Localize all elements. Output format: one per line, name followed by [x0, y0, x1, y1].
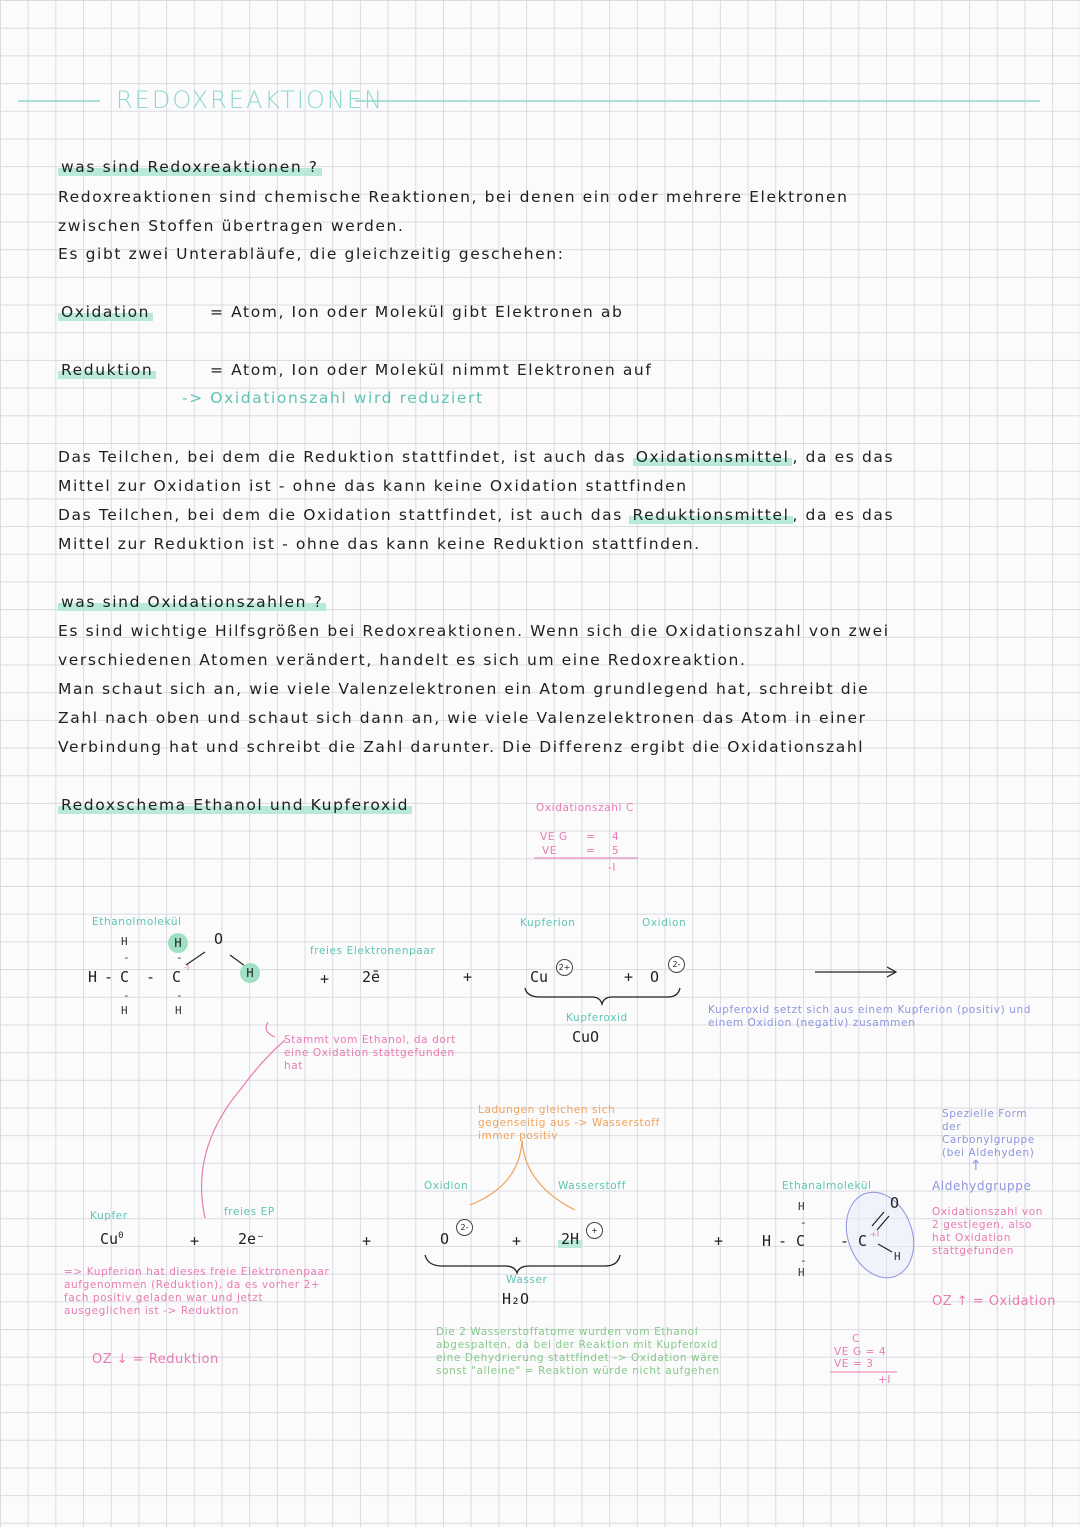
oxidion-label-bottom: Oxidion	[424, 1180, 469, 1192]
ethanal-c-ox: +I	[870, 1230, 880, 1239]
ve-bottom: VE = 3	[834, 1358, 874, 1370]
free-pair-label: freies Elektronenpaar	[310, 945, 436, 957]
wasserstoff-label: Wasserstoff	[558, 1180, 626, 1192]
reduktion-note: -> Oxidationszahl wird reduziert	[182, 389, 484, 407]
oxidion-o: O	[650, 968, 660, 986]
ladungen-note: Ladungen gleichen sich gegenseitig aus -> Wasserstoff immer positiv	[478, 1104, 660, 1142]
bond-h-2: -	[146, 968, 156, 986]
reduktionsmittel-term: Reduktionsmittel	[629, 506, 792, 524]
bond-h-1: -	[104, 968, 114, 986]
mittel-line-2: Mittel zur Oxidation ist - ohne das kann keine Oxidation stattfinden	[58, 477, 688, 495]
plus-4: +	[190, 1232, 200, 1250]
brace-cuo	[525, 988, 680, 1004]
ethanol-h-highlighted-2: H	[240, 963, 260, 983]
arrow-up-icon: ↑	[970, 1158, 982, 1174]
mittel-line-1	[58, 448, 894, 466]
oxzahlen-heading: was sind Oxidationszahlen ?	[58, 593, 326, 611]
kupferion-charge: 2+	[556, 959, 573, 976]
mittel-line-4: Mittel zur Reduktion ist - ohne das kann keine Reduktion stattfinden.	[58, 535, 701, 553]
intro-text-2: zwischen Stoffen übertragen werden.	[58, 217, 405, 235]
reduktion-term: Reduktion	[58, 361, 156, 379]
pink-hook	[266, 1022, 275, 1037]
kupferion-note: => Kupferion hat dieses freie Elektronenpaar aufgenommen (Reduktion), da es vorher 2+ fach positiv geladen war und jetzt ausgeglichen ist -> Reduktion	[64, 1266, 330, 1317]
ve-label: VE	[542, 845, 558, 857]
kupfer-label: Kupfer	[90, 1210, 128, 1222]
oz-oxidation: OZ ↑ = Oxidation	[932, 1294, 1056, 1309]
kupferion-cu: Cu	[530, 968, 549, 986]
brace-water	[425, 1255, 620, 1273]
ethanal-bond-v-1: -	[800, 1216, 807, 1229]
ethanal-h-bottom: H	[798, 1266, 805, 1279]
ethanol-h-bottom-1: H	[121, 1004, 128, 1017]
c-label-bottom: C	[852, 1333, 860, 1345]
ethanal-label: Ethanalmolekül	[782, 1180, 872, 1192]
oxzahlen-line-5: Verbindung hat und schreibt die Zahl darunter. Die Differenz ergibt die Oxidationszahl	[58, 738, 865, 756]
oxzahl-c-result-bottom: +I	[878, 1374, 892, 1386]
ethanol-h-top-1: H	[121, 935, 128, 948]
kupferion-label: Kupferion	[520, 917, 576, 929]
water-h-charge: +	[586, 1222, 603, 1239]
veg-label: VE G	[540, 831, 568, 843]
intro-heading: was sind Redoxreaktionen ?	[58, 158, 322, 176]
plus-7: +	[714, 1232, 724, 1250]
plus-3: +	[624, 968, 634, 986]
schema-heading: Redoxschema Ethanol und Kupferoxid	[58, 796, 412, 814]
bond-v-1: -	[123, 951, 130, 964]
oxzahl-note: Oxidationszahl von 2 gestiegen, also hat Oxidation stattgefunden	[932, 1206, 1044, 1257]
kupferoxid-formula: CuO	[572, 1028, 600, 1046]
bond-v-3: -	[123, 989, 130, 1002]
veg-bottom: VE G = 4	[834, 1346, 887, 1358]
oxidion-charge: 2-	[668, 956, 685, 973]
veg-value: 4	[612, 831, 620, 843]
ethanal-oxygen: O	[890, 1194, 900, 1212]
orange-arrow-left	[470, 1140, 522, 1205]
ethanal-bond-h-2: -	[840, 1232, 850, 1250]
mittel-line-3-end: , da es das	[792, 506, 895, 524]
water-2h: 2H	[558, 1230, 582, 1248]
oxzahlen-line-3: Man schaut sich an, wie viele Valenzelektronen ein Atom grundlegend hat, schreibt die	[58, 680, 870, 698]
ethanal-h-right: H	[894, 1250, 901, 1263]
kupferoxid-note: Kupferoxid setzt sich aus einem Kupferion (positiv) und einem Oxidion (negativ) zusammen	[708, 1004, 1032, 1029]
ethanol-h-bottom-2: H	[175, 1004, 182, 1017]
oxidation-term: Oxidation	[58, 303, 153, 321]
kupfer-cu-symbol: Cu	[100, 1230, 119, 1248]
electrons-2e-bottom: 2e⁻	[238, 1230, 266, 1248]
water-o-charge: 2-	[456, 1219, 473, 1236]
eq-1: =	[586, 831, 596, 843]
ethanol-c-ox: -I	[184, 963, 190, 972]
water-o: O	[440, 1230, 450, 1248]
ethanal-h-left: H	[762, 1232, 772, 1250]
intro-text-1: Redoxreaktionen sind chemische Reaktionen, bei denen ein oder mehrere Elektronen	[58, 188, 849, 206]
bond-v-2: -	[176, 951, 183, 964]
plus-2: +	[463, 968, 473, 986]
ethanal-bond-v-2: -	[800, 1254, 807, 1267]
bond-v-4: -	[176, 989, 183, 1002]
oxzahlen-line-1: Es sind wichtige Hilfsgrößen bei Redoxreaktionen. Wenn sich die Oxidationszahl von zwei	[58, 622, 890, 640]
ethanal-c-2: C	[858, 1232, 868, 1250]
oxzahl-c-result: -I	[608, 862, 617, 874]
ethanol-h-left: H	[88, 968, 98, 986]
ethanal-c-1: C	[796, 1232, 806, 1250]
reduktion-definition: = Atom, Ion oder Molekül nimmt Elektronen auf	[210, 361, 653, 379]
kupferoxid-label: Kupferoxid	[566, 1012, 628, 1024]
ethanol-oxygen: O	[214, 930, 224, 948]
oxidion-label-top: Oxidion	[642, 917, 687, 929]
mittel-line-1-end: , da es das	[792, 448, 895, 466]
freies-ep-label: freies EP	[224, 1206, 275, 1218]
oz-reduktion: OZ ↓ = Reduktion	[92, 1352, 219, 1367]
ethanal-h-top: H	[798, 1200, 805, 1213]
mittel-line-3-start: Das Teilchen, bei dem die Oxidation stattfindet, ist auch das	[58, 506, 623, 524]
kupfer-cu-oxzahl: 0	[118, 1231, 124, 1241]
wasser-label: Wasser	[506, 1274, 548, 1286]
water-formula: H₂O	[502, 1290, 530, 1308]
oxzahlen-line-4: Zahl nach oben und schaut sich dann an, wie viele Valenzelektronen das Atom in einer	[58, 709, 867, 727]
ethanol-c-1: C	[120, 968, 130, 986]
plus-6: +	[512, 1232, 522, 1250]
plus-5: +	[362, 1232, 372, 1250]
stammt-note: Stammt vom Ethanol, da dort eine Oxidation stattgefunden hat	[284, 1034, 457, 1072]
aldehyd-label: Aldehydgruppe	[932, 1179, 1032, 1193]
oxidationsmittel-term: Oxidationsmittel	[633, 448, 793, 466]
wasser-note: Die 2 Wasserstoffatome wurden vom Ethanol abgespalten, da bei der Reaktion mit Kupferoxid eine Dehydrierung stattfindet -> Oxidation wäre sonst "alleine" = Reaktion würde nicht aufgehen	[436, 1326, 720, 1377]
pink-curve-arrow	[202, 1040, 285, 1218]
oxzahl-c-label: Oxidationszahl C	[536, 802, 634, 814]
ethanol-h-highlighted-1: H	[168, 933, 188, 953]
plus-1: +	[320, 970, 330, 988]
intro-text-3: Es gibt zwei Unterabläufe, die gleichzeitig geschehen:	[58, 245, 565, 263]
ethanol-label: Ethanolmolekül	[92, 916, 182, 928]
mittel-line-3	[58, 506, 894, 524]
ethanol-c-2: C	[172, 968, 182, 986]
oxzahlen-line-2: verschiedenen Atomen verändert, handelt es sich um eine Redoxreaktion.	[58, 651, 747, 669]
kupfer-cu	[100, 1230, 123, 1248]
ethanal-bond-h-1: -	[778, 1232, 788, 1250]
mittel-line-1-start: Das Teilchen, bei dem die Reduktion stattfindet, ist auch das	[58, 448, 627, 466]
electrons-2e: 2ē	[362, 968, 381, 986]
orange-arrow-right	[522, 1140, 575, 1210]
page-title: REDOXREAKTIONEN	[116, 86, 384, 114]
ve-value: 5	[612, 845, 620, 857]
spezielle-note: Spezielle Form der Carbonylgruppe (bei Aldehyden)	[942, 1108, 1035, 1159]
eq-2: =	[586, 845, 596, 857]
oxidation-definition: = Atom, Ion oder Molekül gibt Elektronen ab	[210, 303, 624, 321]
